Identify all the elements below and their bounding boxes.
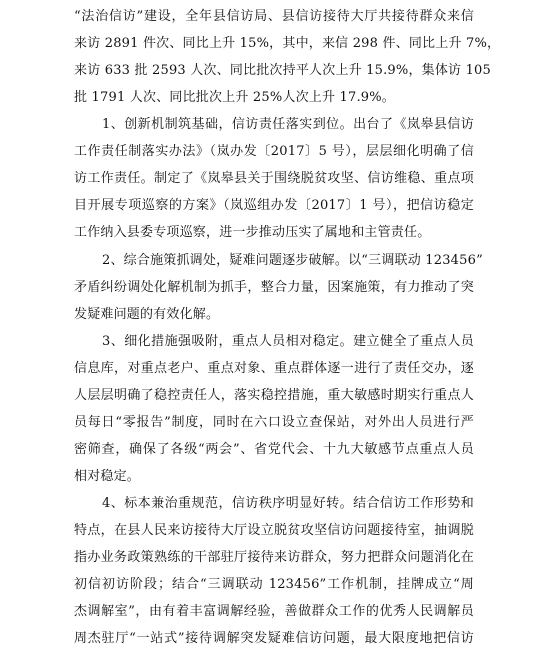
text-line: “法治信访”建设，全年县信访局、县信访接待大厅共接待群众来信: [74, 9, 474, 24]
text-line: 相对稳定。: [74, 469, 141, 484]
text-line: 2、综合施策抓调处，疑难问题逐步破解。以“三调联动 123456”: [102, 253, 483, 268]
text-line: 目开展专项巡察的方案》（岚巡组办发〔2017〕1 号），把信访稳定: [74, 198, 474, 213]
text-line: 特点，在县人民来访接待大厅设立脱贫攻坚信访问题接待室，抽调脱: [74, 523, 474, 538]
text-line: 信息库，对重点老户、重点对象、重点群体逐一进行了责任交办，逐: [74, 361, 474, 376]
text-line: 矛盾纠纷调处化解机制为抓手，整合力量，因案施策，有力推动了突: [74, 280, 474, 295]
text-line: 1、创新机制筑基础，信访责任落实到位。出台了《岚皋县信访: [102, 117, 474, 132]
text-line: 访工作责任。制定了《岚皋县关于围绕脱贫攻坚、信访维稳、重点项: [74, 171, 474, 186]
text-line: 密筛查，确保了各级“两会”、省党代会、十九大敏感节点重点人员: [74, 442, 474, 457]
text-line: 人层层明确了稳控责任人，落实稳控措施，重大敏感时期实行重点人: [74, 388, 474, 403]
text-line: 批 1791 人次、同比批次上升 25%人次上升 17.9%。: [74, 90, 396, 105]
text-line: 初信初访阶段；结合“三调联动 123456”工作机制，挂牌成立“周: [74, 577, 474, 592]
text-line: 来访 633 批 2593 人次、同比批次持平人次上升 15.9%，集体访 105: [74, 63, 492, 78]
text-line: 指办业务政策熟练的干部驻厅接待来访群众，努力把群众问题消化在: [74, 550, 474, 565]
text-line: 员每日“零报告”制度，同时在六口设立查保站，对外出人员进行严: [74, 415, 474, 430]
text-line: 工作纳入县委专项巡察，进一步推动压实了属地和主管责任。: [74, 225, 431, 240]
text-line: 杰调解室”，由有着丰富调解经验，善做群众工作的优秀人民调解员: [74, 604, 474, 619]
text-line: 4、标本兼治重规范，信访秩序明显好转。结合信访工作形势和: [102, 496, 474, 511]
text-line: 来访 2891 件次、同比上升 15%，其中，来信 298 件、同比上升 7%，: [74, 36, 501, 51]
text-line: 周杰驻厅“一站式”接待调解突发疑难信访问题，最大限度地把信访: [74, 631, 474, 646]
text-line: 工作责任制落实办法》（岚办发〔2017〕5 号），层层细化明确了信: [74, 144, 474, 159]
text-line: 3、细化措施强吸附，重点人员相对稳定。建立健全了重点人员: [102, 334, 474, 349]
text-line: 发疑难问题的有效化解。: [74, 307, 220, 322]
